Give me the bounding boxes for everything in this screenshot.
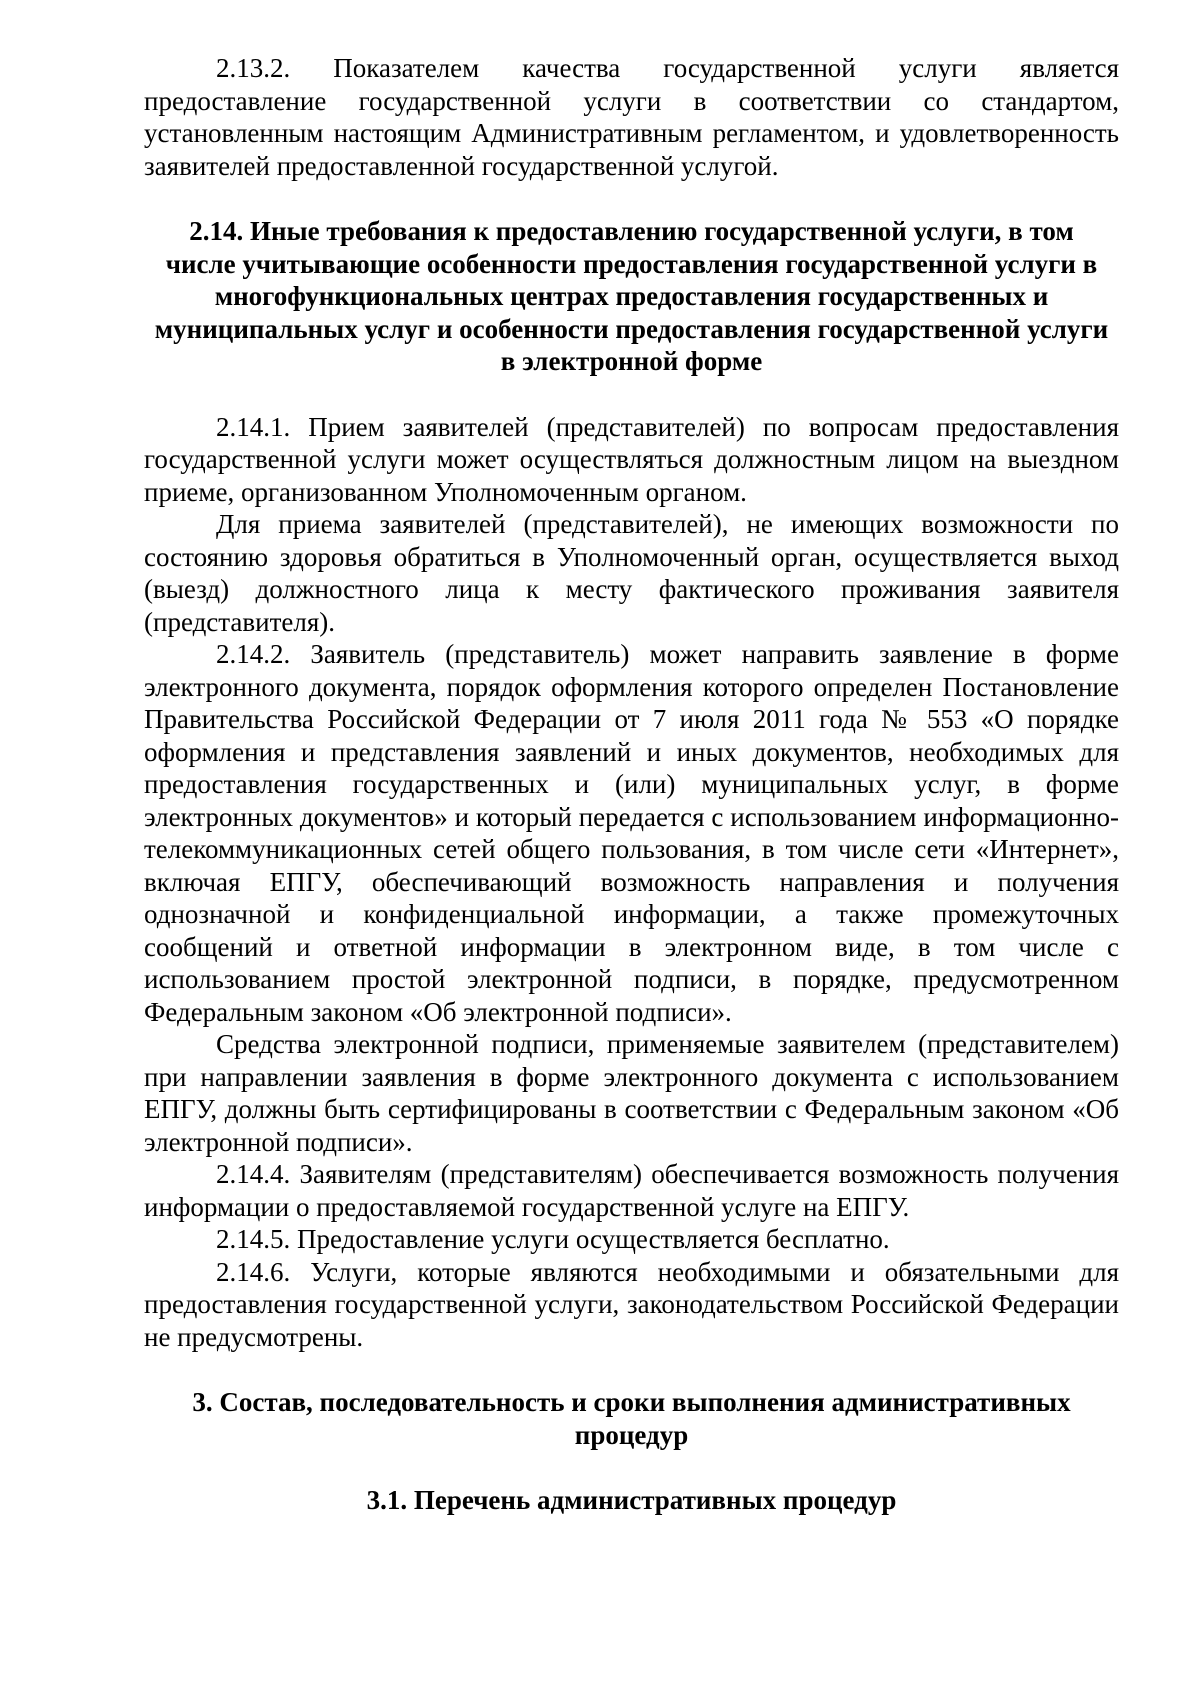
paragraph-2-14-2-continued: Средства электронной подписи, применяемые заявителем (представителем) при направлении заявления в форме электронного документа с использованием ЕПГУ, должны быть сертифицированы в соответствии с Федеральным законом «Об электронной подписи». [144, 1029, 1119, 1157]
paragraph-2-14-1: 2.14.1. Прием заявителей (представителей) по вопросам предоставления государственной услуги может осуществляться должностным лицом на выездном приеме, организованном Уполномоченным органом. [144, 411, 1119, 507]
paragraph-2-14-5: 2.14.5. Предоставление услуги осуществляется бесплатно. [216, 1224, 890, 1254]
paragraph-2-14-2: 2.14.2. Заявитель (представитель) может направить заявление в форме электронного документа, порядок оформления которого определен Постановление Правительства Российской Федерации от 7 июля 2011 года № 553 «О порядке оформления и представления заявлений и иных документов, необходимых для предоставления государственных и (или) муниципальных услуг, в форме электронных документов» и который передается с использованием информационно-телекоммуникационных сетей общего пользования, в том числе сети «Интернет», включая ЕПГУ, обеспечивающий возможность направления и получения однозначной и конфиденциальной информации, а также промежуточных сообщений и ответной информации в электронном виде, в том числе с использованием простой электронной подписи, в порядке, предусмотренном Федеральным законом «Об электронной подписи». [144, 639, 1119, 1027]
paragraph-2-14-6: 2.14.6. Услуги, которые являются необходимыми и обязательными для предоставления государственной услуги, законодательством Российской Федерации не предусмотрены. [144, 1256, 1119, 1352]
section-heading-3: 3. Состав, последовательность и сроки выполнения административных процедур [192, 1387, 1071, 1450]
document-body [144, 52, 1119, 1517]
paragraph-2-14-4: 2.14.4. Заявителям (представителям) обеспечивается возможность получения информации о предоставляемой государственной услуге на ЕПГУ. [144, 1159, 1119, 1222]
paragraph-2-14-1-continued: Для приема заявителей (представителей), не имеющих возможности по состоянию здоровья обратиться в Уполномоченный орган, осуществляется выход (выезд) должностного лица к месту фактического проживания заявителя (представителя). [144, 509, 1119, 637]
section-heading-3-1: 3.1. Перечень административных процедур [366, 1485, 897, 1515]
paragraph-2-13-2: 2.13.2. Показателем качества государственной услуги является предоставление государственной услуги в соответствии со стандартом, установленным настоящим Административным регламентом, и удовлетворенность заявителей предоставленной государственной услугой. [144, 53, 1119, 181]
section-heading-2-14: 2.14. Иные требования к предоставлению государственной услуги, в том числе учитывающие особенности предоставления государственной услуги в многофункциональных центрах предоставления государственных и муниципальных услуг и особенности предоставления государственной услуги в электронной форме [154, 216, 1109, 376]
